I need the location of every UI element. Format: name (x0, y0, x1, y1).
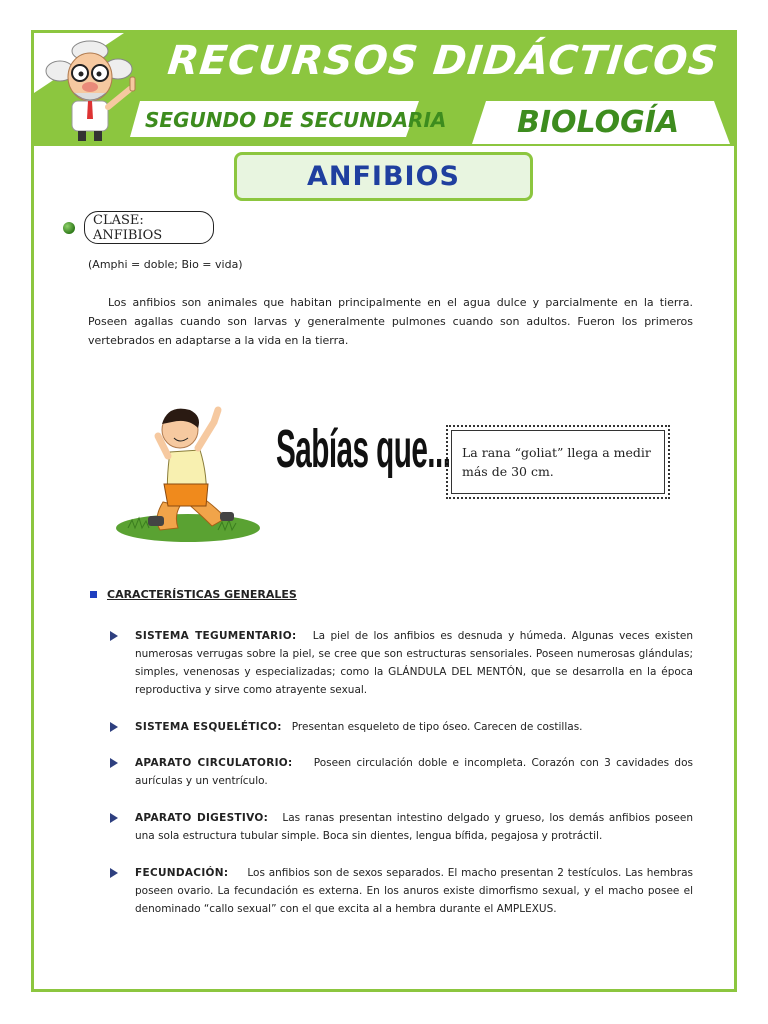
sabias-que-heading: Sabías que... (276, 419, 451, 479)
arrow-bullet-icon (110, 758, 118, 768)
list-item (110, 754, 693, 790)
list-item (110, 718, 693, 736)
kneeling-boy-illustration (108, 390, 268, 550)
item-text: Presentan esqueleto de tipo óseo. Carecen de costillas. (291, 721, 583, 733)
page-title-box (234, 152, 533, 201)
clase-label-box (84, 211, 214, 244)
item-label: SISTEMA TEGUMENTARIO: (135, 630, 297, 642)
item-text: Las ranas presentan intestino delgado y grueso, los demás anfibios poseen una sola estructura tubular simple. Boca sin dientes, lengua bífida, pegajosa y protráctil. (135, 812, 694, 842)
clase-label: CLASE: ANFIBIOS (93, 212, 163, 243)
arrow-bullet-icon (110, 631, 118, 641)
etymology-text: (Amphi = doble; Bio = vida) (88, 258, 243, 271)
item-text: Los anfibios son de sexos separados. El macho presentan 2 testículos. Las hembras poseen ovario. La fecundación es externa. En los anuros existe dimorfismo sexual, y el macho posee el denominado “callo sexual” con el que excita al a hembra durante el AMPLEXUS. (135, 867, 693, 915)
banner-subtitle: SEGUNDO DE SECUNDARIA (145, 108, 447, 132)
item-text: Poseen circulación doble e incompleta. Corazón con 3 cavidades dos aurículas y un ventrículo. (135, 757, 693, 787)
intro-paragraph: Los anfibios son animales que habitan principalmente en el agua dulce y parcialmente en la tierra. Poseen agallas cuando son larvas y generalmente pulmones cuando son adultos. Fueron los primeros vertebrados en adaptarse a la vida en la tierra. (88, 296, 693, 347)
item-label: APARATO DIGESTIVO: (135, 812, 269, 824)
list-item (110, 864, 693, 918)
item-label: APARATO CIRCULATORIO: (135, 757, 293, 769)
fact-text: La rana “goliat” llega a medir más de 30 cm. (462, 445, 651, 479)
banner-subject: BIOLOGÍA (517, 105, 680, 140)
section-heading (90, 588, 297, 601)
green-bullet-icon (63, 222, 75, 234)
arrow-bullet-icon (110, 813, 118, 823)
item-label: SISTEMA ESQUELÉTICO: (135, 721, 282, 733)
item-text: La piel de los anfibios es desnuda y húmeda. Algunas veces existen numerosas verrugas sobre la piel, se cree que son estructuras sensoriales. Poseen numerosas glándulas; simples, venenosas y especializadas; como la GLÁNDULA DEL MENTÓN, que se desarrolla en la época reproductiva y sirve como atrayente sexual. (135, 630, 693, 696)
list-item (110, 809, 693, 845)
fact-box (446, 425, 670, 499)
page-title: ANFIBIOS (306, 161, 460, 192)
section-title: CARACTERÍSTICAS GENERALES (107, 588, 297, 601)
arrow-bullet-icon (110, 722, 118, 732)
blue-square-bullet-icon (90, 591, 97, 598)
list-item (110, 627, 693, 699)
item-label: FECUNDACIÓN: (135, 867, 229, 879)
banner-title: RECURSOS DIDÁCTICOS (165, 38, 721, 84)
professor-mascot-icon (38, 35, 150, 147)
arrow-bullet-icon (110, 868, 118, 878)
